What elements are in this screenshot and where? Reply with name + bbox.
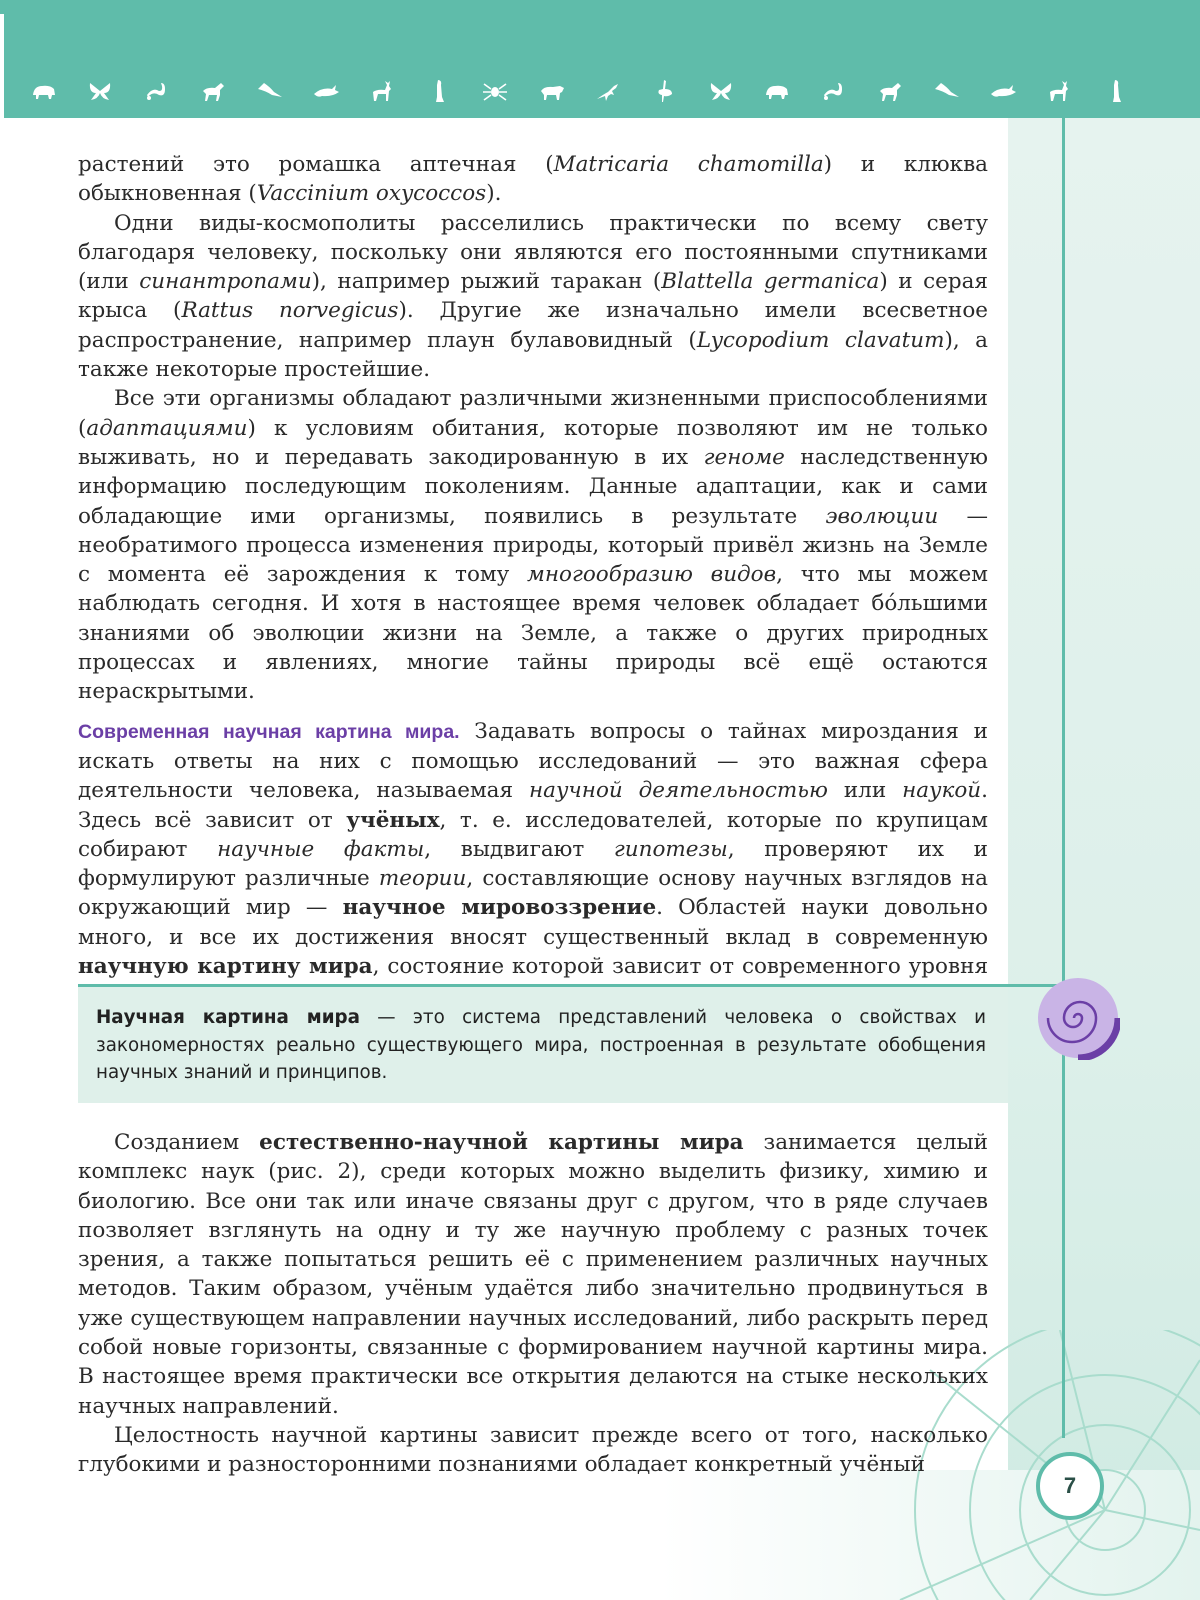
scorpion-icon — [143, 77, 171, 105]
bird-icon — [256, 77, 284, 105]
paragraph-5: Созданием естественно-научной картины мира занимается целый комплекс наук (рис. 2), среди которых можно выделить физику, химию и биологию. Все они так или иначе связаны друг с другом, что в ряде случаев позволяет взглянуть на одну и ту же научную проблему с разных точек зрения, а также попытаться решить её с применением различных научных методов. Таким образом, учёным удаётся либо значительно продвинуться в уже существующем направлении научных исследований, либо раскрыть перед собой новые горизонты, связанные с формированием научной картины мира. В настоящее время практически все открытия делаются на стыке нескольких научных направлений. — [78, 1130, 988, 1419]
section-heading: Современная научная картина мира. — [78, 720, 460, 743]
lizard-icon — [594, 77, 622, 105]
bison-icon — [763, 77, 791, 105]
definition-term: Научная картина мира — [96, 1007, 360, 1028]
meerkat-icon — [425, 77, 453, 105]
paragraph-3: Все эти организмы обладают различными жизненными приспособлениями (адаптациями) к условиям обитания, которые позволяют им не только выживать, но и передавать закодированную в их геноме наследственную информацию последующим поколениям. Данные адаптации, как и сами обладающие ими организмы, появились в результате эволюции — необратимого процесса изменения природы, который привёл жизнь на Земле с момента её зарождения к тому многообразию видов, что мы можем наблюдать сегодня. И хотя в настоящее время человек обладает бóльшими знаниями об эволюции жизни на Земле, а также о других природных процессах и явлениях, многие тайны природы всё ещё остаются нераскрытыми. — [78, 386, 989, 705]
paragraph-4: Современная научная картина мира. Задавать вопросы о тайнах мироздания и искать ответы на них с помощью исследований — это важная сфера деятельности человека, называемая научной деятельностью или наукой. Здесь всё зависит от учёных, т. е. исследователей, которые по крупицам собирают научные факты, выдвигают гипотезы, проверяют их и формулируют различные теории, составляющие основу научных взглядов на окружающий мир — научное мировоззрение. Областей науки довольно много, и все их достижения вносят существенный вклад в современную научную картину мира, состояние которой зависит от современного уровня — [78, 718, 989, 980]
butterfly-icon — [86, 77, 114, 105]
bird-icon — [933, 77, 961, 105]
paragraph-1: растений это ромашка аптечная (Matricaria chamomilla) и клюква обыкновенная (Vaccinium oxycoccos). — [78, 152, 988, 207]
text-column-bottom — [78, 1128, 988, 1480]
horse-icon — [876, 77, 904, 105]
paragraph-6: Целостность научной картины зависит прежде всего от того, насколько глубокими и разносторонними познаниями обладает конкретный учёный — [78, 1422, 988, 1478]
spider-icon — [481, 77, 509, 105]
header-edge — [0, 14, 4, 118]
dolphin-icon — [312, 77, 340, 105]
animal-icon-strip — [30, 72, 1130, 110]
side-vertical-line — [1062, 118, 1065, 1438]
text-column-top — [78, 150, 988, 1011]
meerkat-icon — [1102, 77, 1130, 105]
ostrich-icon — [650, 77, 678, 105]
dolphin-icon — [989, 77, 1017, 105]
deer-icon — [368, 77, 396, 105]
deer-icon — [1045, 77, 1073, 105]
scorpion-icon — [820, 77, 848, 105]
horse-icon — [199, 77, 227, 105]
butterfly-icon — [707, 77, 735, 105]
shell-spiral-icon — [1036, 976, 1120, 1060]
definition-text: Научная картина мира — это система представлений человека о свойствах и закономерностях реально существующего мира, построенная в результате обобщения научных знаний и принципов. — [96, 1007, 986, 1083]
bull-icon — [538, 77, 566, 105]
bison-icon — [30, 77, 58, 105]
page-number: 7 — [1036, 1452, 1104, 1520]
paragraph-2: Одни виды-космополиты расселились практически по всему свету благодаря человеку, поскольку они являются его постоянными спутниками (или синантропами), например рыжий таракан (Blattella germanica) и серая крыса (Rattus norvegicus). Другие же изначально имели всесветное распространение, например плаун булавовидный (Lycopodium clavatum), а также некоторые простейшие. — [78, 210, 988, 383]
